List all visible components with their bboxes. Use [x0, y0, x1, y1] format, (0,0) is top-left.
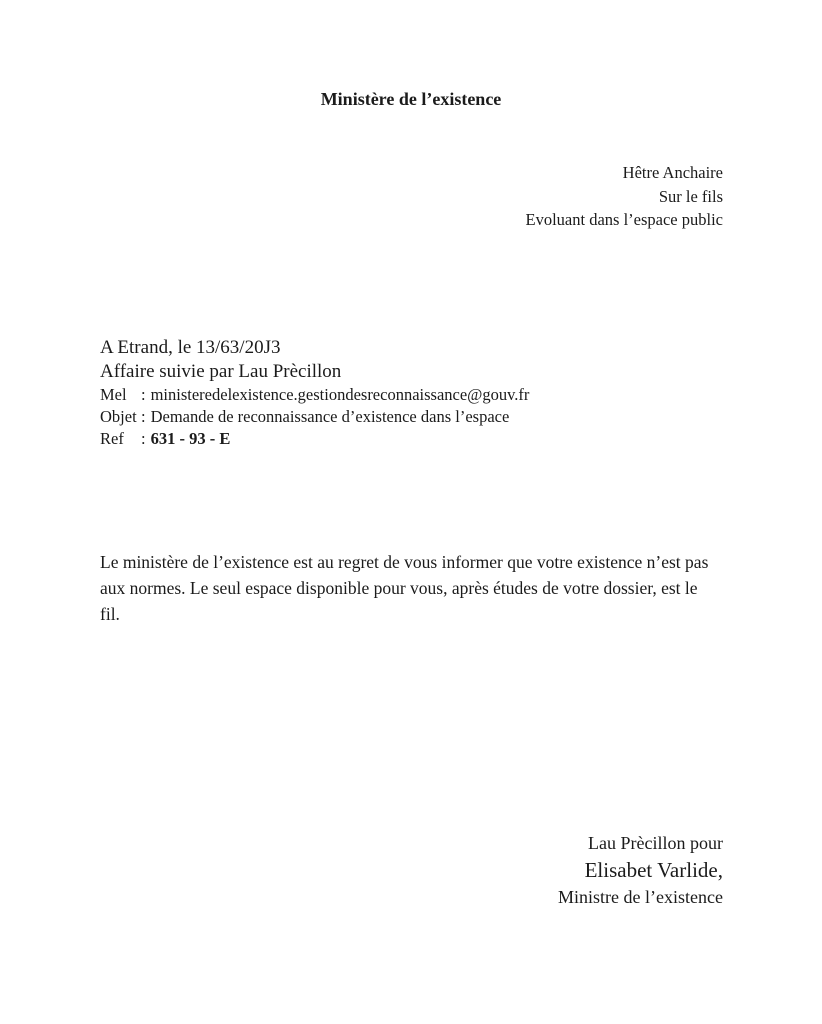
meta-field-reference: [100, 428, 529, 450]
email-field-value: ministeredelexistence.gestiondesreconnaissance@gouv.fr: [150, 385, 530, 404]
recipient-address-line-2: Evoluant dans l’espace public: [525, 210, 723, 229]
recipient-address-line: Sur le fils: [658, 186, 723, 206]
field-separator: :: [141, 385, 146, 404]
signature-role: Ministre de l’existence: [558, 887, 723, 907]
meta-block: [100, 336, 529, 450]
signature-block: [558, 830, 723, 911]
date-line: A Etrand, le 13/63/20J3: [100, 337, 281, 358]
recipient-name: Hêtre Anchaire: [622, 163, 723, 182]
recipient-block: [526, 161, 723, 232]
signature-delegate-line: Lau Prècillon pour: [588, 833, 723, 853]
field-separator: :: [141, 429, 146, 448]
reference-field-label: Ref: [100, 429, 124, 448]
subject-field-label: Objet: [100, 407, 137, 426]
field-separator: :: [141, 407, 146, 426]
case-handler-line: Affaire suivie par Lau Prècillon: [100, 361, 342, 382]
reference-field-value: 631 - 93 - E: [150, 429, 231, 448]
subject-field-value: Demande de reconnaissance d’existence dans l’espace: [150, 407, 510, 426]
email-field-label: Mel: [100, 385, 127, 404]
letter-title: Ministère de l’existence: [320, 89, 502, 109]
signature-name: Elisabet Varlide,: [584, 858, 723, 882]
letter-body: Le ministère de l’existence est au regret de vous informer que votre existence n’est pas aux normes. Le seul espace disponible pour vous, après études de votre dossier, est le fil.: [100, 552, 709, 624]
meta-field-subject: [100, 406, 529, 428]
meta-field-email: [100, 384, 529, 406]
